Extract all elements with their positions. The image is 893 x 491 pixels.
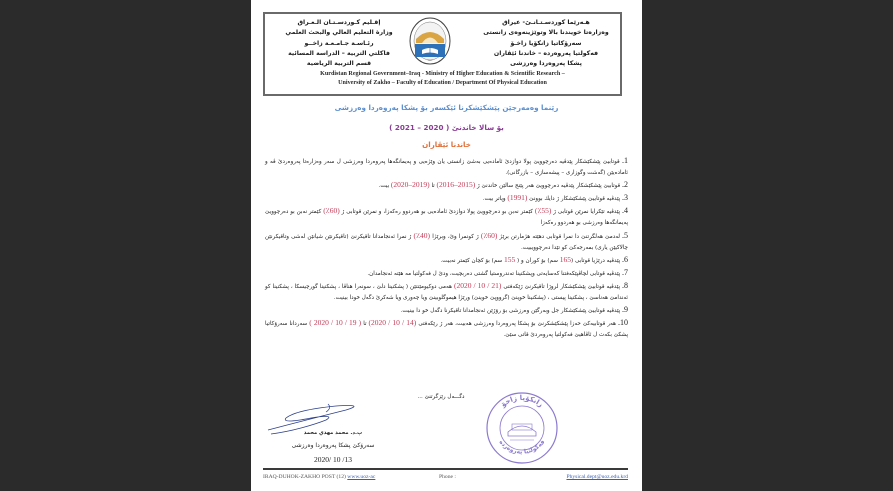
website-link[interactable]: www.uoz-ac	[347, 474, 376, 480]
english-line-2: University of Zakho – Faculty of Education / Department Of Physical Education	[338, 79, 547, 86]
letterhead-english	[265, 70, 620, 87]
requirements-list	[265, 155, 628, 341]
arabic-line: وزارة التعليم العالي والبحث العلمي	[285, 29, 393, 37]
footer-divider	[263, 468, 628, 470]
requirement-item: 1. قوتابیێ پێشكێشكار پێدڤیە دەرچوویێ پولا دوازدێ ئامادەیی بەشێ زانستی یان وێژەیی و پەیمانگەها پەروەردا وەرزشی ل سەر وەزارەتا پەروەردێ ڤە و ئامادەیێن (گەشت وگوزاری – پیشەسازی – بازرگانی).	[265, 156, 628, 177]
requirement-item: 9. پێدڤیە قوتابیێ پێشكێشكار جل وبەرگێن وەرزشی بۆ رۆژێن ئەنجامدانا تاقیكرنا دگەل خو دا بینیت.	[400, 305, 628, 315]
requirement-item: 8. پێدڤیە قوتابیێ پێشكێشكار لروژا تاقیكرنێ ژێكەفتی (21 / 10 / 2020) هەمی دوكیومێنتێن ( پشكنینا دلێ ، سونەرا هناڤا ، پشكنینا گورچیسكا ، پشكنینا كو ئەندامێ هەناسێ ، پشكنینا پیستی ، (پشكنینا خوینێ (گرووپێ خوینێ) ورێژا هیموگلوبینێ ویا چەوری ویا شەكرێ دگەل خودا بینیت.	[265, 280, 629, 302]
arabic-line: قسم التربية الرياضية	[306, 60, 372, 68]
english-line-1: Kurdistan Regional Government–Iraq - Ministry of Higher Education & Scientific Research –	[320, 71, 565, 77]
svg-text:فەكولتیا پەروەردە: فەكولتیا پەروەردە	[497, 438, 547, 456]
requirement-item: 7. پێدڤیە قوتابی لچاڤپێكەفتنا كەسایەتی وپشكنینا تەندروستیا گشتی دەربچیت، ودێ ل فەكولتیا مە هێتە ئەنجامدان.	[367, 267, 628, 277]
kurdish-line: هـەرێما كوردسـتـانـێ- عیراق	[502, 19, 590, 26]
document-page	[251, 0, 642, 491]
letterhead	[263, 12, 622, 96]
requirement-item: 6. پێدڤیە درێژیا قوتابی (165 سم) بۆ كوران و ( 155 سم) بۆ كچان كێمتر نەبیت.	[440, 254, 628, 264]
requirement-item: 4. پێدڤیە تێكرایا نمرێن قوتابی ژ (55٪) كێمتر نەبن بو دەرچوویێ پولا دوازدێ ئامادەیی بو هەردوو رەكەزا، و نمرێن قوتابی ژ (60٪) كێمتر نەبن بو دەرچوویێ پەیمانگەها وەرزشی بو هەردوو رەكەزا	[265, 206, 629, 227]
email-link[interactable]: Physical.dept@uoz.edu.krd	[566, 474, 628, 480]
kurdish-line: فەكولتیا پەروەردە – خاندنا ئێڤاران	[493, 49, 599, 57]
requirement-item: 2. قوتابیێ پێشكێشكار پێدڤیە دەرچوویێ هەر پێنج سالێن خاندنێ ژ (2015–2016) تا (2019–2020) بیت.	[378, 180, 628, 190]
footer-phone: Phone :	[439, 474, 456, 480]
requirement-item: 5. لەدمێ هەلگرتنێ دا نمرا قوتابی دهێتە هژمارتن برێژ (60٪) ژ كونمرا وێ، وبرێژا (40٪) ژ نمرا ئەنجامدانا تاقیكرنێ (تاقیكرنێن شیانێن لەشی وتاقیكرنێن چالاكیێن یاری) بمەرجەكێ كو تێدا دەرچوویبیت.	[265, 230, 629, 251]
signature-date: 2020/ 10 /13	[314, 455, 352, 464]
university-logo-icon	[408, 17, 452, 67]
signatory-title: سەرۆكێ پشكا پەروەردا وەرزشی	[291, 442, 375, 449]
arabic-line: إقـليم كـوردسـتـان الـعـراق	[297, 19, 381, 26]
svg-text:ـــــ: ـــــ	[427, 58, 433, 62]
letterhead-arabic	[269, 18, 409, 69]
svg-text:زانكۆیا زاخۆ: زانكۆیا زاخۆ	[499, 393, 545, 409]
closing-regards: دگـــەل رێزگرتنێ ...	[417, 394, 465, 400]
requirement-item: 3. پێدڤیە قوتابیێ پێشكێشكار ژ دایك بوونێ (1991) وپاتر بیت.	[482, 193, 628, 203]
signatory-name: پ.د. محمد مهدي محمد	[303, 430, 363, 436]
section-title: خاندنا ئێڤاران	[422, 140, 471, 149]
kurdish-line: وەزارەتا خویندنا بالا وتوێژینەوەی زانستی	[483, 29, 609, 37]
arabic-line: فاكلتي التربية – الدراسة المسائية	[288, 49, 390, 57]
requirement-item: 10. هەر قوتابیەكێ حەزا پێشكێشكرنێ بۆ پشكا پەروەردا وەرزشی هەبیت، هەر ژ رێكەفتی (14 / 10 / 2020) تا ( 19 / 10 / 2020 ) سەردانا سەرۆكاتیا پشكێ بكەت ل ئاڤاهیێ فەكولتیا پەروەردێ قاتی سێێ.	[265, 318, 628, 339]
official-stamp-icon	[484, 388, 560, 468]
footer-address: IRAQ-DUHOK-ZAKHO POST (12) www.uoz-ac	[263, 474, 376, 480]
document-title: رێنما وەمەرجێن پێشكێشكرنا ئێكسەر بۆ پشكا پەروەردا وەرزشی	[334, 103, 559, 112]
academic-year-title: بۆ سالا خاندنێ ( 2020 – 2021 )	[389, 123, 504, 132]
kurdish-line: پشكا پەروەردا وەرزشی	[510, 60, 582, 68]
kurdish-line: سەرۆكاتیا زانكۆیا زاخـۆ	[510, 39, 582, 47]
letterhead-kurdish	[476, 18, 616, 69]
arabic-line: رئـاسـة جـامـعـة زاخــو	[304, 39, 374, 47]
